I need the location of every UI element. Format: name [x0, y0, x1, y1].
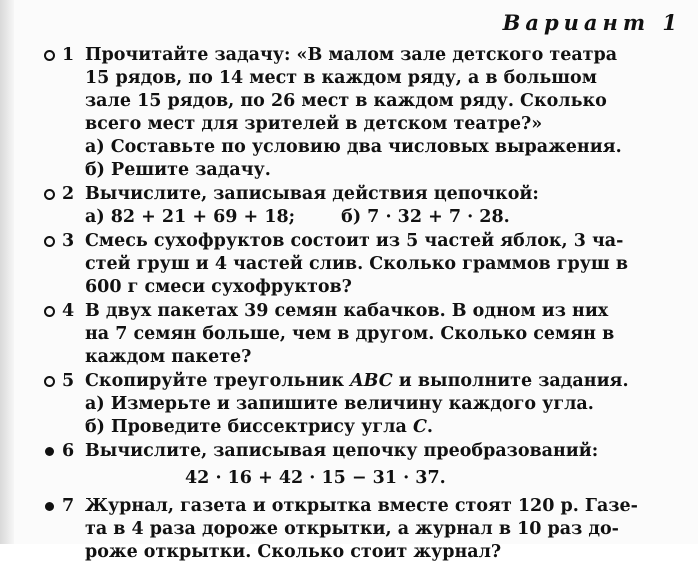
task-6 [44, 440, 684, 494]
task-5-line: Скопируйте треугольник ABC и выполните задания. [85, 371, 629, 391]
task-1-subtask-a: а) Составьте по условию два числовых выражения. [85, 137, 622, 157]
task-list [44, 44, 684, 564]
task-4-number: 4 [44, 300, 74, 323]
open-circle-icon [44, 306, 55, 317]
filled-circle-icon [45, 447, 54, 456]
task-2 [44, 183, 684, 229]
task-4-line: на 7 семян больше, чем в другом. Сколько семян в [85, 324, 615, 344]
task-3-number: 3 [44, 230, 74, 253]
task-6-expression: 42 · 16 + 42 · 15 − 31 · 37. [185, 468, 446, 488]
task-7-line: роже открытки. Сколько стоит журнал? [85, 542, 502, 562]
variant-heading: Вариант 1 [502, 10, 682, 35]
task-1-line: зале 15 рядов, по 26 мест в каждом ряду. Сколько [85, 91, 607, 111]
task-4 [44, 300, 684, 369]
task-5 [44, 370, 684, 439]
task-1-number: 1 [44, 44, 74, 67]
task-4-line: В двух пакетах 39 семян кабачков. В одном из них [85, 301, 609, 321]
angle-name: C [412, 417, 427, 437]
task-2-line: Вычислите, записывая действия цепочкой: [85, 184, 539, 204]
task-1-line: всего мест для зрителей в детском театре?» [85, 114, 543, 134]
task-3 [44, 230, 684, 299]
task-6-number: 6 [44, 440, 74, 463]
triangle-name: ABC [350, 371, 393, 391]
task-2-expressions [85, 206, 684, 229]
task-3-line: стей груш и 4 частей слив. Сколько граммов груш в [85, 254, 628, 274]
task-2-expression-b: б) 7 · 32 + 7 · 28. [341, 207, 510, 227]
task-1-line: Прочитайте задачу: «В малом зале детского театра [85, 45, 618, 65]
filled-circle-icon [45, 502, 54, 511]
open-circle-icon [44, 376, 55, 387]
task-1 [44, 44, 684, 182]
task-1-line: 15 рядов, по 14 мест в каждом ряду, а в большом [85, 68, 597, 88]
open-circle-icon [44, 189, 55, 200]
task-7-line: Журнал, газета и открытка вместе стоят 120 р. Газе- [85, 496, 638, 516]
task-3-line: 600 г смеси сухофруктов? [85, 277, 352, 297]
open-circle-icon [44, 236, 55, 247]
task-5-subtask-b: б) Проведите биссектрису угла C. [85, 417, 433, 437]
open-circle-icon [44, 50, 55, 61]
task-5-number: 5 [44, 370, 74, 393]
task-2-expression-a: а) 82 + 21 + 69 + 18; [85, 207, 296, 227]
task-7-number: 7 [44, 495, 74, 518]
task-3-line: Смесь сухофруктов состоит из 5 частей яблок, 3 ча- [85, 231, 624, 251]
task-2-number: 2 [44, 183, 74, 206]
task-7 [44, 495, 684, 564]
task-1-subtask-b: б) Решите задачу. [85, 160, 271, 180]
page-binding-edge [0, 0, 14, 544]
task-6-line: Вычислите, записывая цепочку преобразований: [85, 441, 599, 461]
task-5-subtask-a: а) Измерьте и запишите величину каждого угла. [85, 394, 594, 414]
task-7-line: та в 4 раза дороже открытки, а журнал в 10 раз до- [85, 519, 619, 539]
task-4-line: каждом пакете? [85, 347, 252, 367]
